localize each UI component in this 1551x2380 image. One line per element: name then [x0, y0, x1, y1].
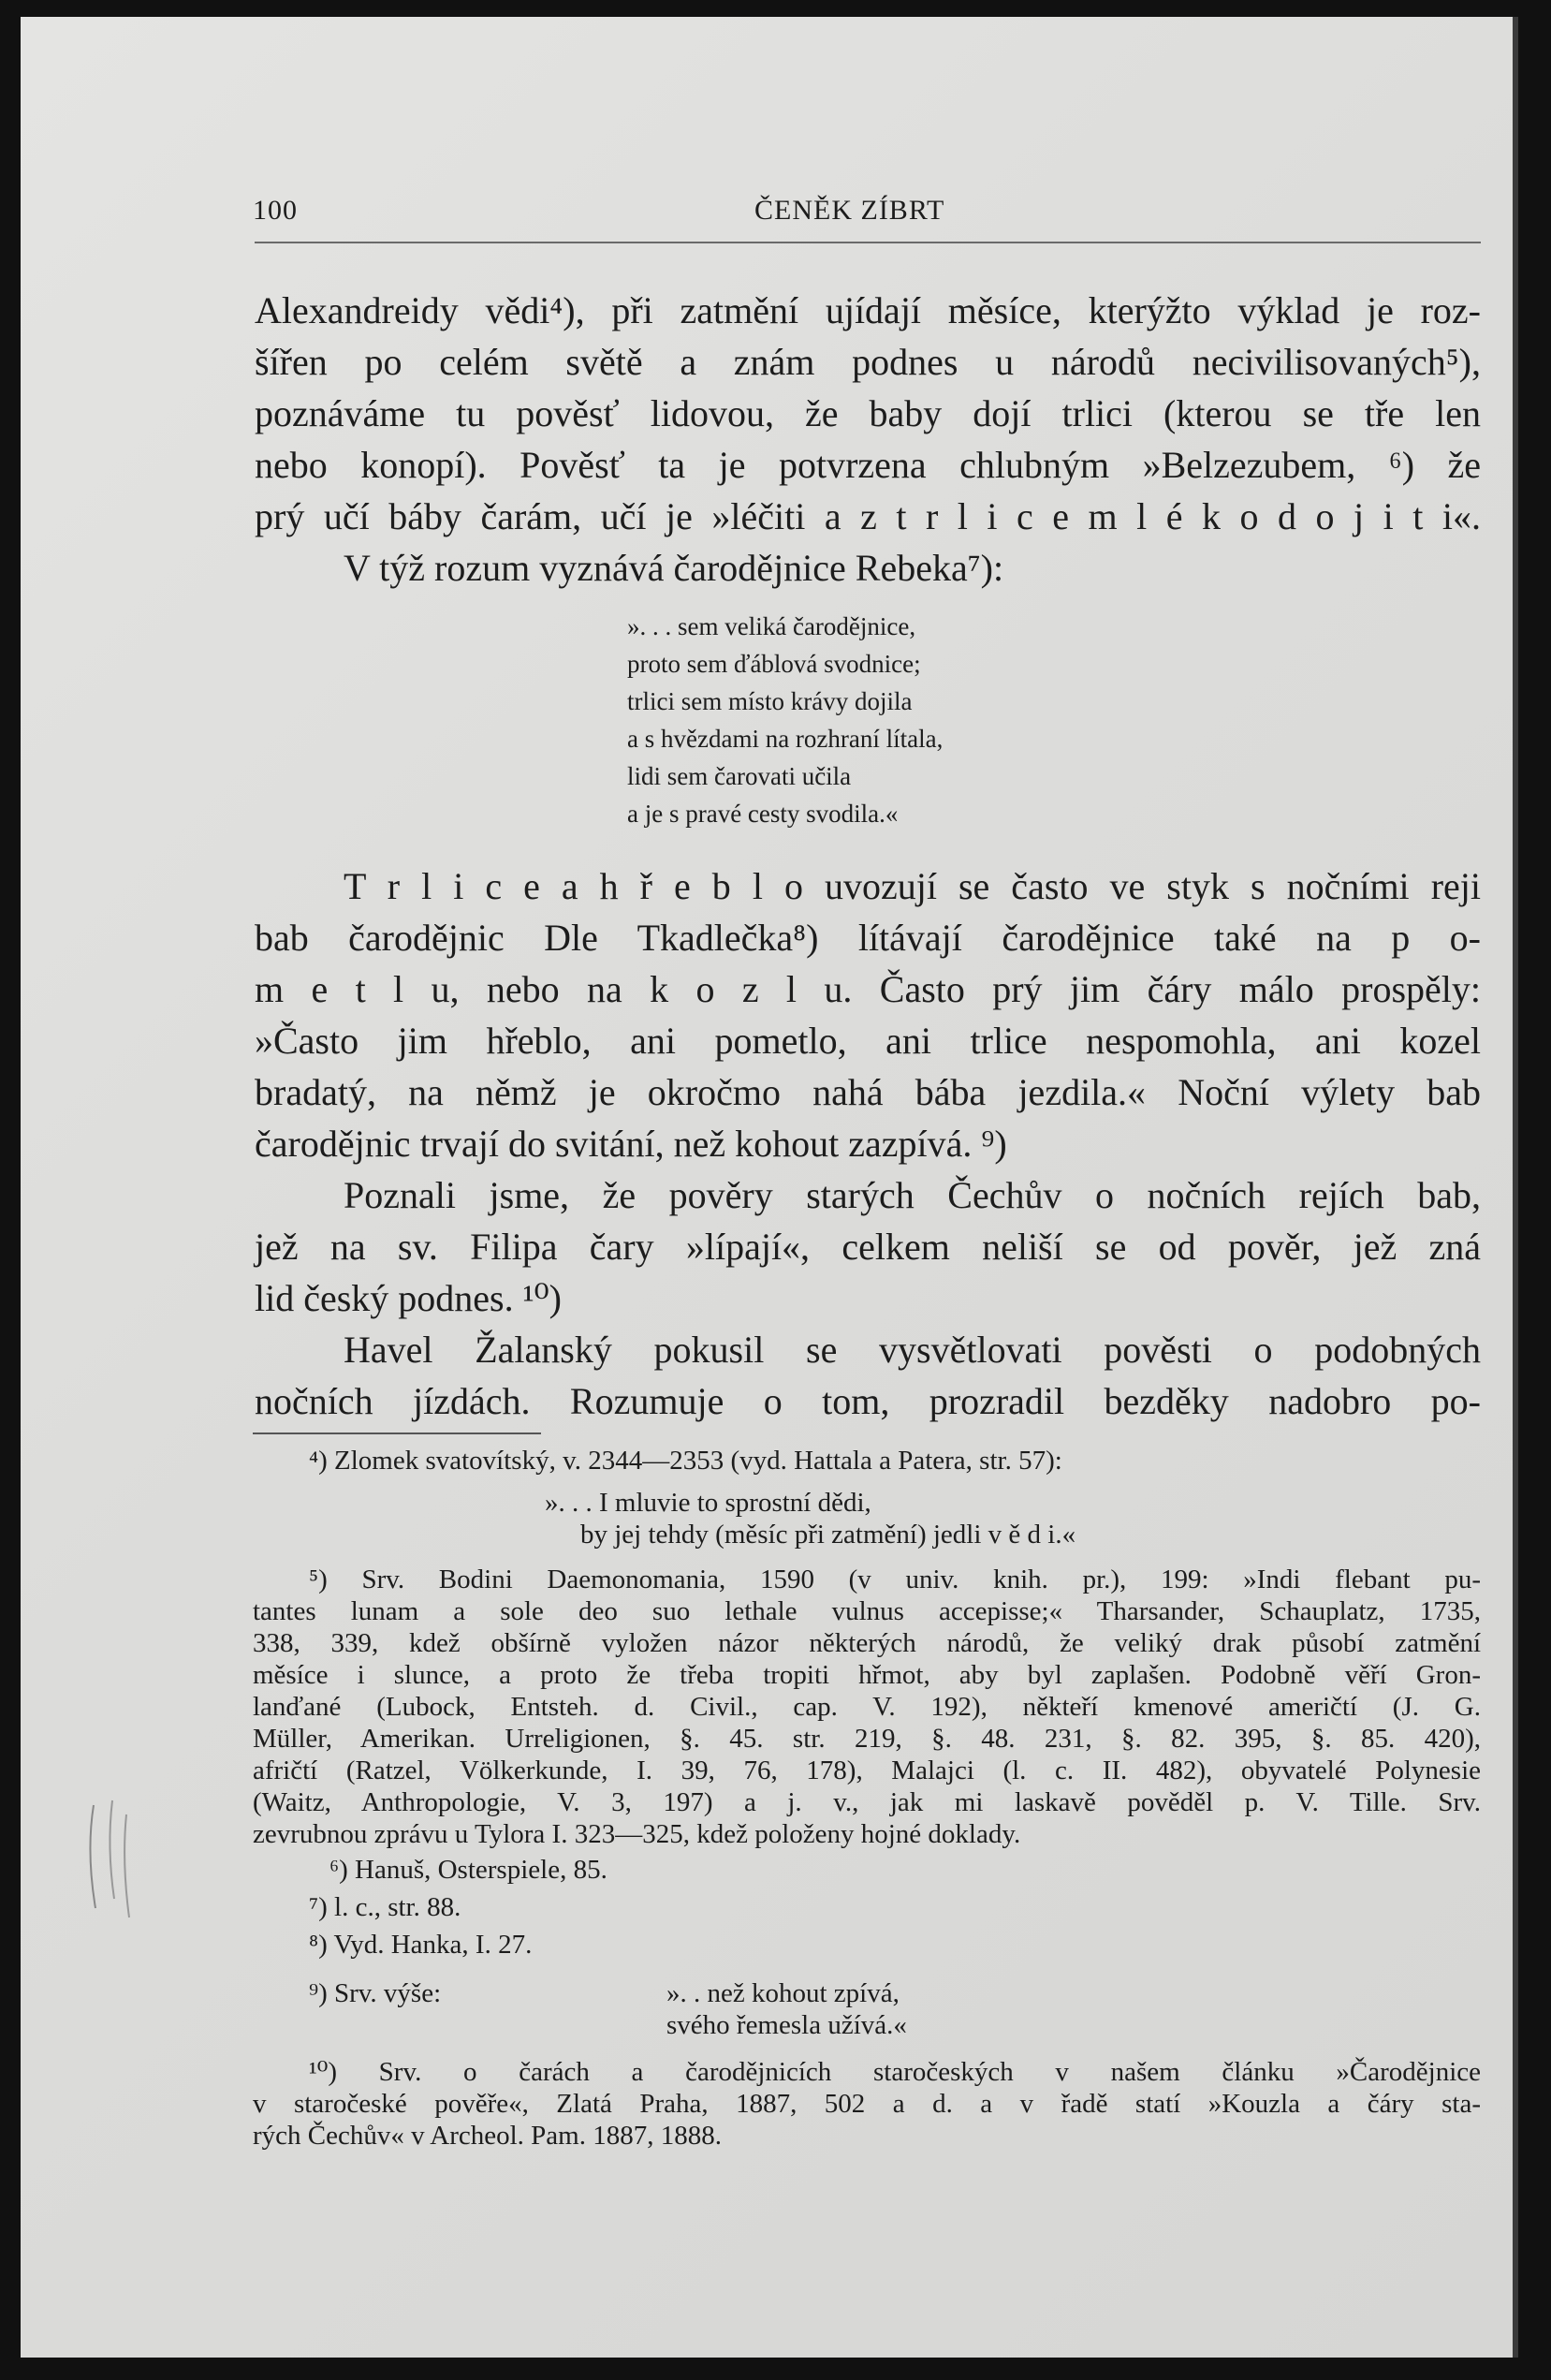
footnote-5-line: tantes lunam a sole deo suo lethale vulnus accepisse;« Tharsander, Schauplatz, 1735, [253, 1596, 1481, 1626]
footnote-10-line: ¹⁰) Srv. o čarách a čarodějnicích staročeských v našem článku »Čarodějnice [309, 2057, 1481, 2087]
footnote-5-line: lanďané (Lubock, Entsteh. d. Civil., cap. V. 192), někteří kmenové američtí (J. G. [253, 1692, 1481, 1722]
verse-line: lidi sem čarovati učila [627, 762, 852, 790]
footnote-10-line: v staročeské pověře«, Zlatá Praha, 1887, 502 a d. a v řadě statí »Kouzla a čáry sta- [253, 2089, 1481, 2119]
body-line: Havel Žalanský pokusil se vysvětlovati pověsti o podobných [344, 1329, 1481, 1371]
body-line: m e t l u, nebo na k o z l u. Často prý jim čáry málo prospěly: [255, 968, 1481, 1010]
footnote-9: ⁹) Srv. výše: [309, 1978, 442, 2008]
body-line: nočních jízdách. Rozumuje o tom, prozradil bezděky nadobro po- [255, 1380, 1481, 1422]
body-line: T r l i c e a h ř e b l o uvozují se často ve styk s nočními reji [344, 865, 1481, 907]
footnote-verse-line: by jej tehdy (měsíc při zatmění) jedli v ě d i.« [580, 1520, 1076, 1550]
footnote-5-line: (Waitz, Anthropologie, V. 3, 197) a j. v., jak mi laskavě pověděl p. V. Tille. Srv. [253, 1787, 1481, 1817]
footnote-verse-line: svého řemesla užívá.« [666, 2010, 907, 2040]
body-line: poznáváme tu pověsť lidovou, že baby dojí trlici (kterou se tře len [255, 392, 1481, 434]
book-page [21, 17, 1518, 2358]
body-line: Alexandreidy vědi⁴), při zatmění ujídají měsíce, kterýžto výklad je roz- [255, 289, 1481, 331]
footnote-verse-line: ». . . I mluvie to sprostní dědi, [545, 1488, 871, 1518]
running-title: ČENĚK ZÍBRT [754, 195, 945, 226]
page-number: 100 [253, 195, 298, 226]
pencil-margin-mark [75, 1796, 159, 1936]
body-line: šířen po celém světě a znám podnes u národů necivilisovaných⁵), [255, 341, 1481, 383]
footnote-4: ⁴) Zlomek svatovítský, v. 2344—2353 (vyd. Hattala a Patera, str. 57): [309, 1446, 1062, 1476]
footnote-5-line: měsíce i slunce, a proto že třeba tropiti hřmot, aby byl zaplašen. Podobně věří Gron- [253, 1660, 1481, 1690]
body-line: prý učí báby čarám, učí je »léčiti a z t r l i c e m l é k o d o j i t i«. [255, 495, 1481, 537]
body-line: Poznali jsme, že pověry starých Čechův o nočních rejích bab, [344, 1174, 1481, 1216]
footnote-10-line: rých Čechův« v Archeol. Pam. 1887, 1888. [253, 2121, 722, 2151]
footnote-rule [253, 1432, 541, 1434]
body-line: nebo konopí). Pověsť ta je potvrzena chlubným »Belzezubem, ⁶) že [255, 444, 1481, 486]
header-rule [255, 242, 1481, 243]
body-line: bradatý, na němž je okročmo nahá bába jezdila.« Noční výlety bab [255, 1071, 1481, 1113]
footnote-5-line: Müller, Amerikan. Urreligionen, §. 45. str. 219, §. 48. 231, §. 82. 395, §. 85. 420), [253, 1724, 1481, 1754]
footnote-8: ⁸) Vyd. Hanka, I. 27. [309, 1930, 533, 1960]
verse-line: a s hvězdami na rozhraní lítala, [627, 725, 944, 753]
verse-line: a je s pravé cesty svodila.« [627, 800, 899, 828]
body-line: čarodějnic trvají do svitání, než kohout zazpívá. ⁹) [255, 1123, 1007, 1165]
verse-line: ». . . sem veliká čarodějnice, [627, 612, 916, 640]
footnote-verse-line: ». . než kohout zpívá, [666, 1978, 900, 2008]
body-line: lid český podnes. ¹⁰) [255, 1277, 562, 1319]
verse-line: trlici sem místo krávy dojila [627, 687, 913, 715]
body-line: bab čarodějnic Dle Tkadlečka⁸) lítávají čarodějnice také na p o- [255, 917, 1481, 959]
body-line: V týž rozum vyznává čarodějnice Rebeka⁷): [344, 547, 1004, 589]
footnote-5-line: ⁵) Srv. Bodini Daemonomania, 1590 (v univ. knih. pr.), 199: »Indi flebant pu- [309, 1565, 1481, 1594]
footnote-5-line: afričtí (Ratzel, Völkerkunde, I. 39, 76, 178), Malajci (l. c. II. 482), obyvatelé Polynesie [253, 1756, 1481, 1785]
footnote-6: ⁶) Hanuš, Osterspiele, 85. [329, 1855, 607, 1885]
footnote-5-line: zevrubnou zprávu u Tylora I. 323—325, kdež položeny hojné doklady. [253, 1819, 1021, 1849]
footnote-5-line: 338, 339, kdež obšírně vyložen názor některých národů, že veliký drak působí zatmění [253, 1628, 1481, 1658]
body-line: jež na sv. Filipa čary »lípají«, celkem neliší se od pověr, jež zná [255, 1226, 1481, 1268]
body-line: »Často jim hřeblo, ani pometlo, ani trlice nespomohla, ani kozel [255, 1020, 1481, 1062]
footnote-7: ⁷) l. c., str. 88. [309, 1892, 461, 1922]
verse-line: proto sem ďáblová svodnice; [627, 650, 921, 678]
